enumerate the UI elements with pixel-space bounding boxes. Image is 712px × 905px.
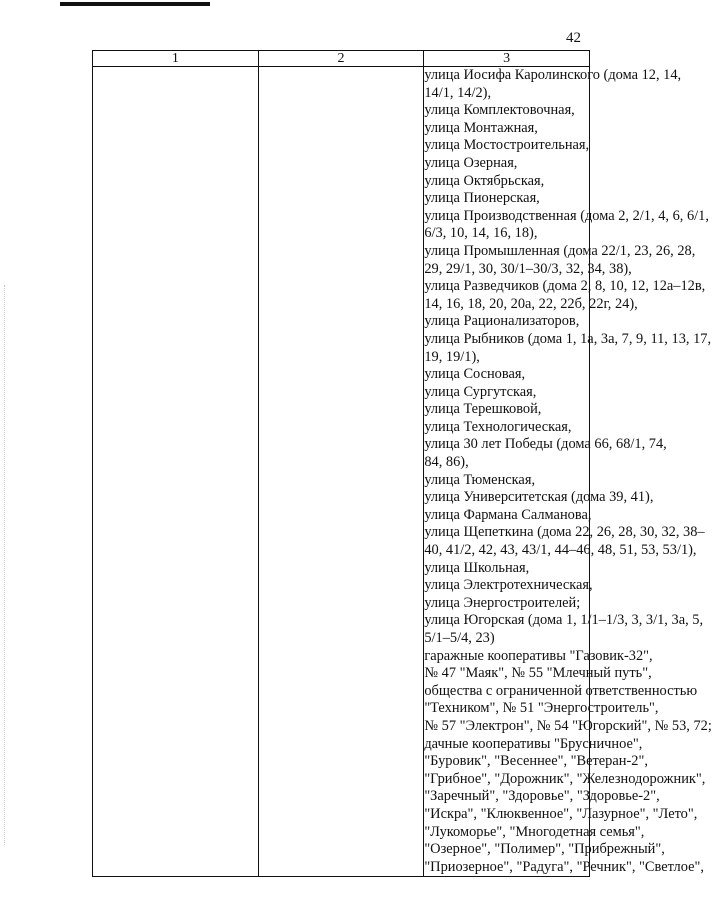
list-item: № 57 "Электрон", № 54 "Югорский", № 53, 72;: [424, 717, 712, 734]
list-item: 14, 16, 18, 20, 20а, 22, 22б, 22г, 24),: [424, 295, 638, 312]
table-cell-col2: [258, 67, 424, 877]
list-item: "Грибное", "Дорожник", "Железнодорожник",: [424, 770, 706, 787]
list-item: 5/1–5/4, 23): [424, 630, 495, 646]
list-item: улица Озерная,: [424, 154, 518, 171]
list-item: улица Университетская (дома 39, 41),: [424, 489, 654, 506]
list-item: 6/3, 10, 14, 16, 18),: [424, 225, 538, 242]
list-item: 14/1, 14/2),: [424, 84, 492, 101]
list-item: "Озерное", "Полимер", "Прибрежный",: [424, 841, 665, 858]
top-rule: [60, 2, 210, 6]
list-item: улица Комплектовочная,: [424, 102, 575, 119]
list-item: улица Иосифа Каролинского (дома 12, 14,: [424, 67, 682, 83]
list-item: улица Щепеткина (дома 22, 26, 28, 30, 32, 38–: [424, 524, 705, 541]
list-item: улица Монтажная,: [424, 119, 538, 136]
table-header-row: [93, 51, 590, 67]
list-item: улица Энергостроителей;: [424, 594, 581, 611]
list-item: улица Терешковой,: [424, 401, 542, 418]
list-item: улица Югорская (дома 1, 1/1–1/3, 3, 3/1, 3а, 5,: [424, 612, 704, 629]
table-cell-col1: [93, 67, 259, 877]
list-item: улица 30 лет Победы (дома 66, 68/1, 74,: [424, 436, 667, 453]
list-item: улица Рационализаторов,: [424, 313, 580, 330]
list-item: гаражные кооперативы "Газовик-32",: [424, 647, 653, 664]
list-item: 40, 41/2, 42, 43, 43/1, 44–46, 48, 51, 53, 53/1),: [424, 542, 697, 559]
list-item: улица Мостостроительная,: [424, 137, 590, 154]
list-item: 84, 86),: [424, 454, 469, 471]
list-item: улица Электротехническая,: [424, 577, 593, 594]
list-item: 29, 29/1, 30, 30/1–30/3, 32, 34, 38),: [424, 260, 632, 277]
list-item: улица Сургутская,: [424, 383, 537, 400]
list-item: дачные кооперативы "Брусничное",: [424, 735, 643, 752]
list-item: № 47 "Маяк", № 55 "Млечный путь",: [424, 665, 652, 682]
list-item: улица Сосновая,: [424, 366, 526, 383]
document-table: [92, 50, 712, 877]
list-item: улица Пионерская,: [424, 190, 540, 207]
list-item: "Лукоморье", "Многодетная семья",: [424, 823, 645, 840]
list-item: улица Производственная (дома 2, 2/1, 4, 6, 6/1,: [424, 207, 709, 224]
list-item: "Приозерное", "Радуга", "Речник", "Светлое",: [424, 858, 704, 875]
list-item: улица Школьная,: [424, 559, 530, 576]
list-item: "Искра", "Клюквенное", "Лазурное", "Лето",: [424, 805, 698, 822]
scan-margin-mark: [4, 285, 6, 845]
column-header-2: 2: [258, 51, 424, 67]
list-item: улица Промышленная (дома 22/1, 23, 26, 28,: [424, 242, 696, 259]
list-item: улица Октябрьская,: [424, 172, 545, 189]
list-item: общества с ограниченной ответственностью: [424, 682, 698, 699]
page-number: 42: [566, 30, 581, 46]
column-header-3: 3: [424, 51, 590, 67]
list-item: улица Технологическая,: [424, 418, 572, 435]
list-item: улица Тюменская,: [424, 471, 536, 488]
list-item: улица Рыбников (дома 1, 1а, 3а, 7, 9, 11, 13, 17,: [424, 330, 712, 347]
list-item: "Техником", № 51 "Энергостроитель",: [424, 700, 659, 717]
list-item: "Заречный", "Здоровье", "Здоровье-2",: [424, 788, 660, 805]
list-item: 19, 19/1),: [424, 348, 480, 365]
list-item: улица Разведчиков (дома 2, 8, 10, 12, 12а–12в,: [424, 278, 706, 295]
list-item: улица Фармана Салманова,: [424, 506, 592, 523]
column-header-1: 1: [93, 51, 259, 67]
table-row: [93, 67, 590, 877]
list-item: "Буровик", "Весеннее", "Ветеран-2",: [424, 753, 648, 770]
table-cell-col3: [424, 67, 712, 877]
